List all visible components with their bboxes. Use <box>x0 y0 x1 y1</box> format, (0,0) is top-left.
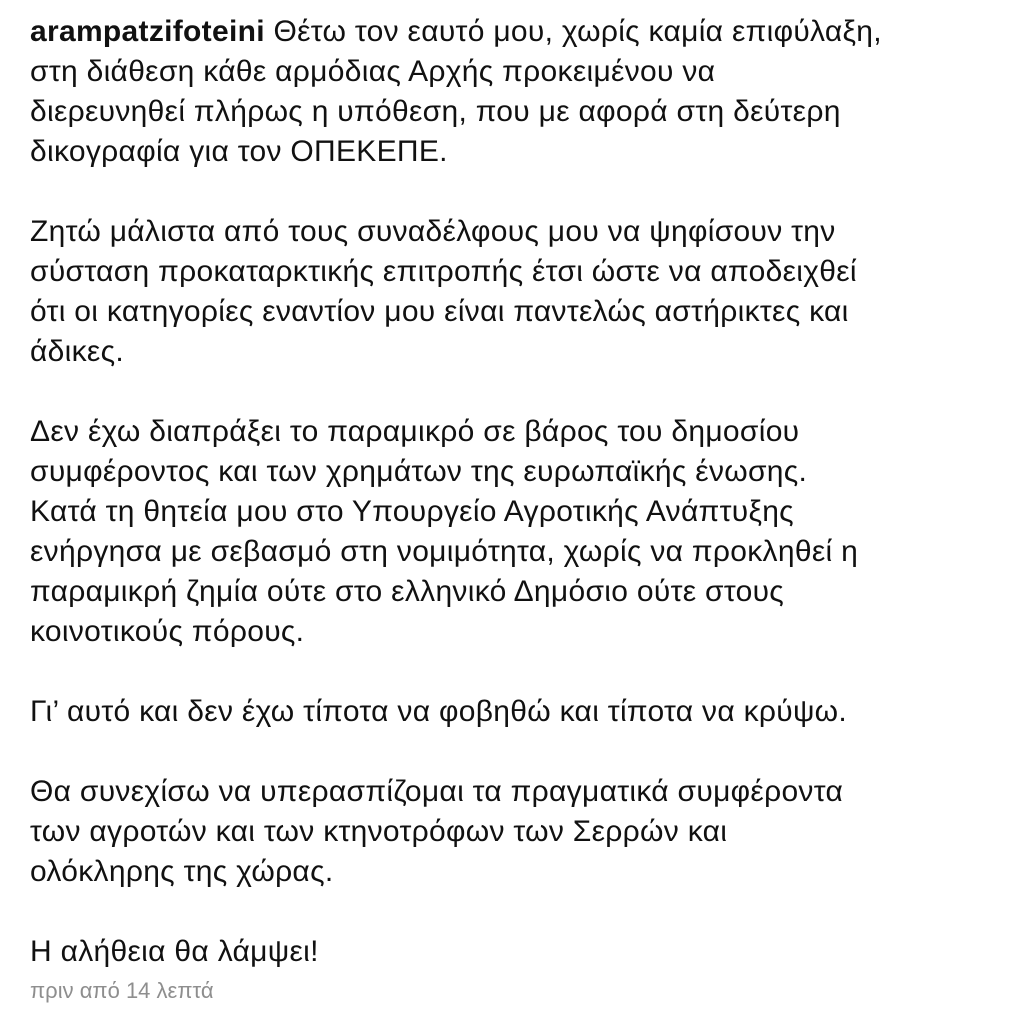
caption-line: ενήργησα με σεβασμό στη νομιμότητα, χωρίς να προκληθεί η <box>30 535 859 568</box>
post-caption <box>30 12 1005 972</box>
post-timestamp: πριν από 14 λεπτά <box>30 978 214 1003</box>
caption-line: συμφέροντος και των χρημάτων της ευρωπαϊκής ένωσης. <box>30 455 808 488</box>
caption-line: ολόκληρης της χώρας. <box>30 855 334 888</box>
caption-line: Δεν έχω διαπράξει το παραμικρό σε βάρος του δημοσίου <box>30 415 800 448</box>
caption-line: Ζητώ μάλιστα από τους συναδέλφους μου να ψηφίσουν την <box>30 215 836 248</box>
caption-line: ότι οι κατηγορίες εναντίον μου είναι παντελώς αστήρικτες και <box>30 295 849 328</box>
caption-line: Θέτω τον εαυτό μου, χωρίς καμία επιφύλαξη, <box>273 15 882 48</box>
caption-line: Θα συνεχίσω να υπερασπίζομαι τα πραγματικά συμφέροντα <box>30 775 844 808</box>
username-link[interactable]: arampatzifoteini <box>30 15 265 48</box>
caption-line: κοινοτικούς πόρους. <box>30 615 305 648</box>
caption-line: Η αλήθεια θα λάμψει! <box>30 935 319 968</box>
caption-line: Γι’ αυτό και δεν έχω τίποτα να φοβηθώ και τίποτα να κρύψω. <box>30 695 848 728</box>
caption-line: σύσταση προκαταρκτικής επιτροπής έτσι ώστε να αποδειχθεί <box>30 255 857 288</box>
caption-line: των αγροτών και των κτηνοτρόφων των Σερρών και <box>30 815 728 848</box>
caption-line: παραμικρή ζημία ούτε στο ελληνικό Δημόσιο ούτε στους <box>30 575 785 608</box>
caption-line: στη διάθεση κάθε αρμόδιας Αρχής προκειμένου να <box>30 55 716 88</box>
caption-line: δικογραφία για τον ΟΠΕΚΕΠΕ. <box>30 135 448 168</box>
caption-line: άδικες. <box>30 335 124 368</box>
caption-line: Κατά τη θητεία μου στο Υπουργείο Αγροτικής Ανάπτυξης <box>30 495 794 528</box>
caption-line: διερευνηθεί πλήρως η υπόθεση, που με αφορά στη δεύτερη <box>30 95 841 128</box>
